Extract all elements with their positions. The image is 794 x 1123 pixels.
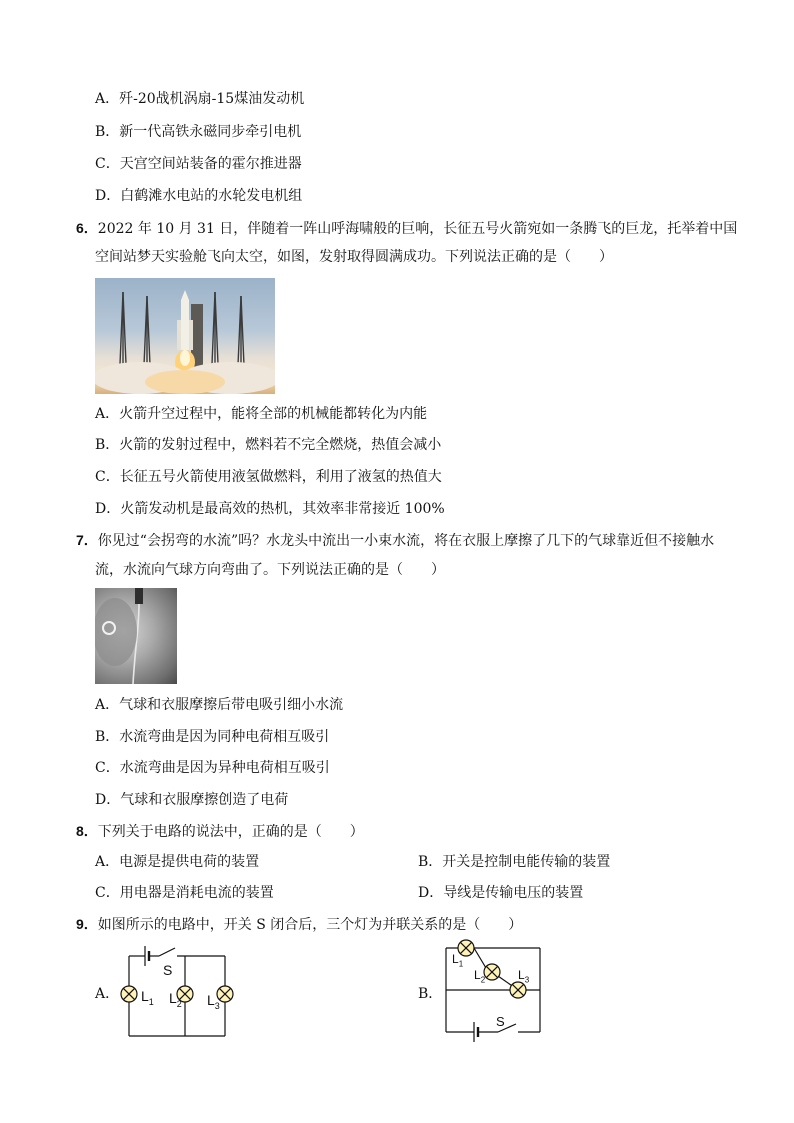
q6-option-a: A．火箭升空过程中，能将全部的机械能都转化为内能 [95, 406, 428, 422]
q7-option-d: D．气球和衣服摩擦创造了电荷 [95, 792, 289, 808]
q9-option-a-label: A． [95, 986, 120, 1002]
q8-option-c: C．用电器是消耗电流的装置 [95, 885, 274, 901]
balloon-water-image [95, 588, 177, 684]
q6-option-d: D．火箭发动机是最高效的热机，其效率非常接近 100% [95, 501, 445, 517]
q5-option-b: B．新一代高铁永磁同步牵引电机 [95, 124, 302, 140]
rocket-launch-image [95, 278, 275, 394]
lamp-label-l3-a: $L_3$ [207, 992, 220, 1011]
q7-stem-line2: 流，水流向气球方向弯曲了。下列说法正确的是（ ） [95, 562, 445, 578]
q9-option-b-label: B． [418, 986, 443, 1002]
q6-number: 6． [76, 220, 98, 236]
q5-option-c: C．天宫空间站装备的霍尔推进器 [95, 156, 302, 172]
switch-label-b: S [496, 1014, 505, 1029]
q6-stem-line2: 空间站梦天实验舱飞向太空，如图，发射取得圆满成功。下列说法正确的是（ ） [95, 249, 613, 265]
q9-number: 9． [76, 916, 98, 932]
circuit-diagram-a [115, 938, 245, 1042]
q7-option-a: A．气球和衣服摩擦后带电吸引细小水流 [95, 697, 344, 713]
q9-stem-text: 如图所示的电路中，开关 S 闭合后，三个灯为并联关系的是（ ） [97, 917, 523, 933]
q6-stem-line1 [76, 219, 737, 238]
q6-option-b: B．火箭的发射过程中，燃料若不完全燃烧，热值会减小 [95, 437, 442, 453]
q7-number: 7． [76, 532, 98, 548]
lamp-label-l1-a: $L_1$ [141, 988, 154, 1007]
switch-label-a: S [163, 962, 173, 978]
q8-option-d: D．导线是传输电压的装置 [418, 885, 584, 901]
q9-stem [76, 915, 522, 934]
q8-stem [76, 822, 364, 841]
q6-option-c: C．长征五号火箭使用液氢做燃料，利用了液氢的热值大 [95, 469, 442, 485]
lamp-label-l1-b: $L_1$ [452, 952, 464, 969]
lamp-label-l2-a: $L_2$ [169, 990, 182, 1009]
q8-option-b: B．开关是控制电能传输的装置 [418, 854, 611, 870]
q7-stem-text1: 你见过“会拐弯的水流”吗？水龙头中流出一小束水流，将在衣服上摩擦了几下的气球靠近但不接触水 [97, 533, 715, 549]
lamp-label-l2-b: $L_2$ [474, 968, 486, 985]
q7-stem-line1 [76, 531, 714, 550]
q8-number: 8． [76, 823, 98, 839]
q5-option-d: D．白鹤滩水电站的水轮发电机组 [95, 188, 303, 204]
lamp-label-l3-b: $L_3$ [518, 968, 530, 985]
q7-option-c: C．水流弯曲是因为异种电荷相互吸引 [95, 760, 330, 776]
q8-stem-text: 下列关于电路的说法中，正确的是（ ） [97, 824, 364, 840]
q7-option-b: B．水流弯曲是因为同种电荷相互吸引 [95, 729, 330, 745]
q6-stem-text1: 2022 年 10 月 31 日，伴随着一阵山呼海啸般的巨响，长征五号火箭宛如一条腾飞的巨龙，托举着中国 [97, 221, 738, 237]
circuit-diagram-b [440, 938, 544, 1042]
q8-option-a: A．电源是提供电荷的装置 [95, 854, 260, 870]
q5-option-a: A．歼-20战机涡扇-15煤油发动机 [95, 91, 305, 107]
